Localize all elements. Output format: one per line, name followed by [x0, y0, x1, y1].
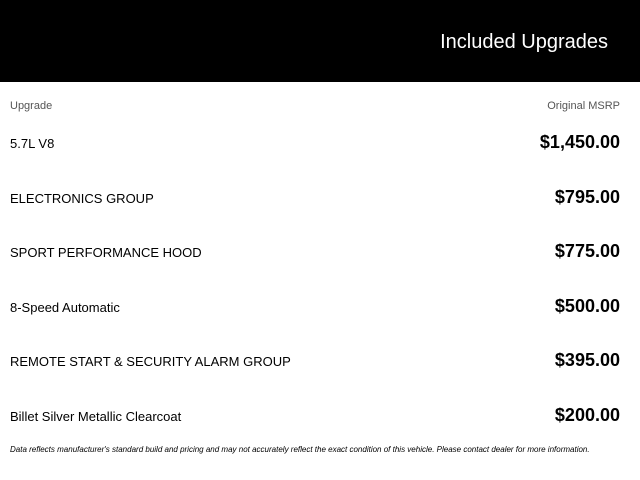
upgrade-name: SPORT PERFORMANCE HOOD — [10, 245, 202, 260]
upgrades-table — [0, 122, 640, 449]
table-row — [0, 177, 640, 232]
page-title: Included Upgrades — [440, 31, 608, 53]
upgrade-name: REMOTE START & SECURITY ALARM GROUP — [10, 354, 291, 369]
header-banner — [0, 0, 640, 82]
upgrade-name: 8-Speed Automatic — [10, 299, 120, 315]
upgrade-name: ELECTRONICS GROUP — [10, 190, 154, 206]
table-row — [0, 340, 640, 395]
upgrade-name: Billet Silver Metallic Clearcoat — [10, 408, 182, 424]
upgrade-name: 5.7L V8 — [10, 136, 55, 151]
upgrade-price: $395.00 — [554, 350, 620, 370]
table-row — [0, 122, 640, 177]
column-header-upgrade: Upgrade — [10, 100, 53, 112]
table-row — [0, 231, 640, 286]
upgrade-price: $775.00 — [554, 241, 620, 261]
disclaimer-text: Data reflects manufacturer's standard build and pricing and may not accurately reflect the exact condition of this vehicle. Please contact dealer for more information. — [10, 445, 590, 454]
upgrade-price: $1,450.00 — [539, 132, 620, 152]
table-row — [0, 395, 640, 450]
column-header-msrp: Original MSRP — [547, 100, 620, 112]
table-row — [0, 286, 640, 341]
upgrade-price: $500.00 — [554, 295, 620, 316]
upgrade-price: $200.00 — [554, 404, 620, 425]
upgrade-price: $795.00 — [554, 186, 620, 207]
